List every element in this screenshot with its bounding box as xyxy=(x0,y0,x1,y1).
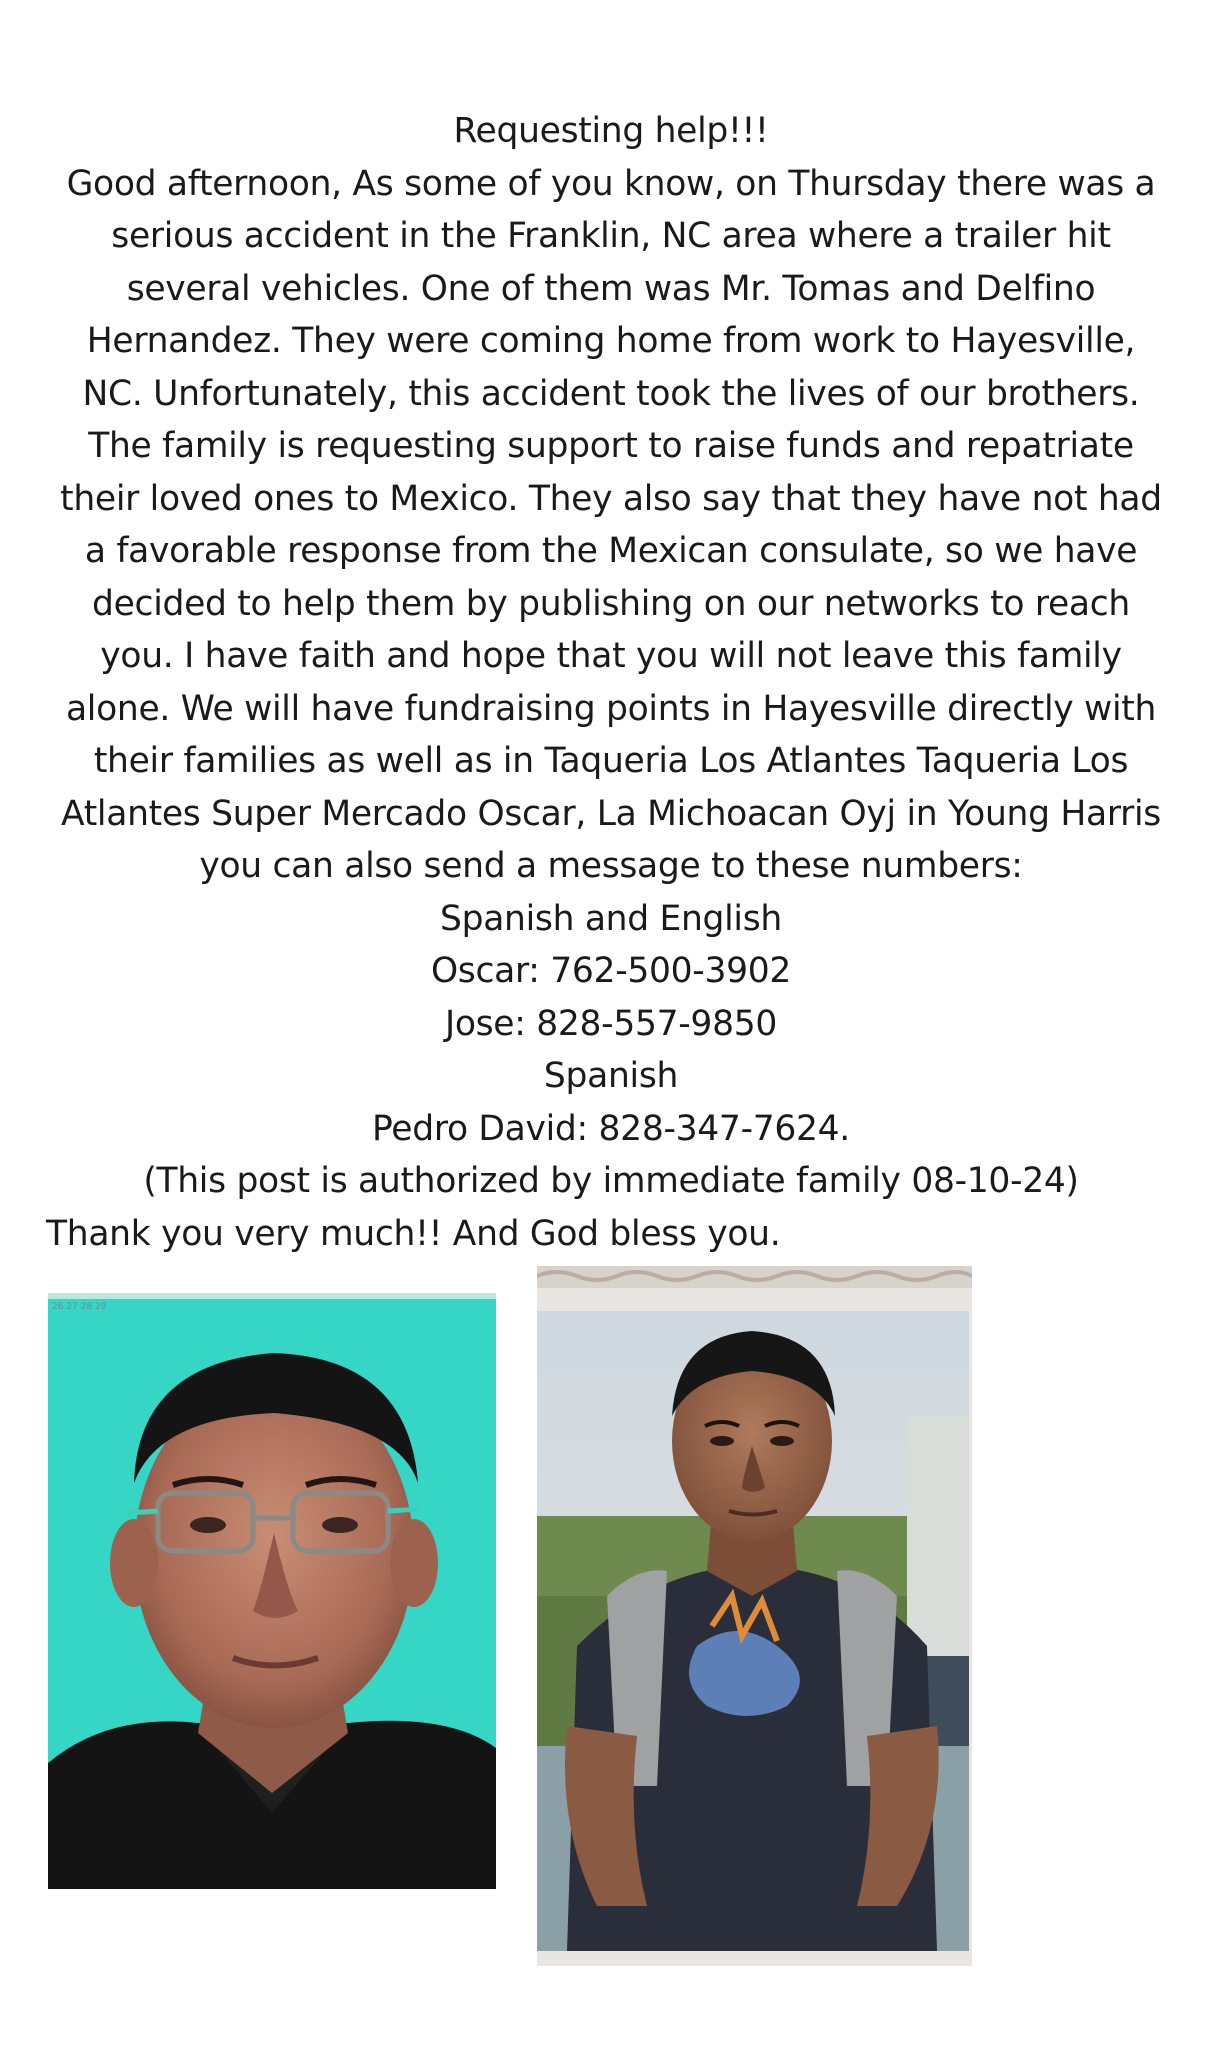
notice-line: you can also send a message to these numbers: xyxy=(199,846,1023,886)
notice-line: Hernandez. They were coming home from work to Hayesville, xyxy=(86,321,1136,361)
notice-line: alone. We will have fundraising points in Hayesville directly with xyxy=(65,688,1157,729)
notice-line: NC. Unfortunately, this accident took the lives of our brothers. xyxy=(82,373,1140,414)
notice-line: their families as well as in Taqueria Los Atlantes Taqueria Los xyxy=(93,741,1129,781)
contact-jose: Jose: 828-557-9850 xyxy=(444,1003,778,1044)
notice-line: The family is requesting support to raise funds and repatriate xyxy=(88,426,1134,466)
contact-language-label: Spanish xyxy=(543,1056,679,1096)
notice-line: their loved ones to Mexico. They also say that they have not had xyxy=(60,478,1162,519)
photo-portrait-2 xyxy=(537,1266,972,1966)
closing-line: Thank you very much!! And God bless you. xyxy=(46,1213,781,1254)
notice-line: Good afternoon, As some of you know, on Thursday there was a xyxy=(66,163,1156,204)
notice-line: you. I have faith and hope that you will not leave this family xyxy=(100,636,1122,676)
notice-line: Atlantes Super Mercado Oscar, La Michoacan Oyj in Young Harris xyxy=(61,793,1161,834)
contact-pedro-david: Pedro David: 828-347-7624. xyxy=(372,1108,850,1149)
notice-heading: Requesting help!!! xyxy=(453,111,769,151)
contact-oscar: Oscar: 762-500-3902 xyxy=(430,951,792,991)
notice-line: serious accident in the Franklin, NC area where a trailer hit xyxy=(111,216,1111,256)
portrait-1-illustration xyxy=(48,1293,496,1889)
appeal-notice xyxy=(40,105,1182,1260)
authorization-note: (This post is authorized by immediate family 08-10-24) xyxy=(143,1161,1079,1201)
notice-line: decided to help them by publishing on our networks to reach xyxy=(92,583,1130,624)
notice-line: several vehicles. One of them was Mr. Tomas and Delfino xyxy=(126,268,1096,309)
calendar-strip-text: 26 27 28 29 xyxy=(52,1302,107,1312)
portrait-2-illustration xyxy=(537,1266,972,1966)
contact-language-label: Spanish and English xyxy=(440,898,782,939)
notice-line: a favorable response from the Mexican consulate, so we have xyxy=(84,531,1138,571)
photo-portrait-1 xyxy=(48,1293,496,1889)
